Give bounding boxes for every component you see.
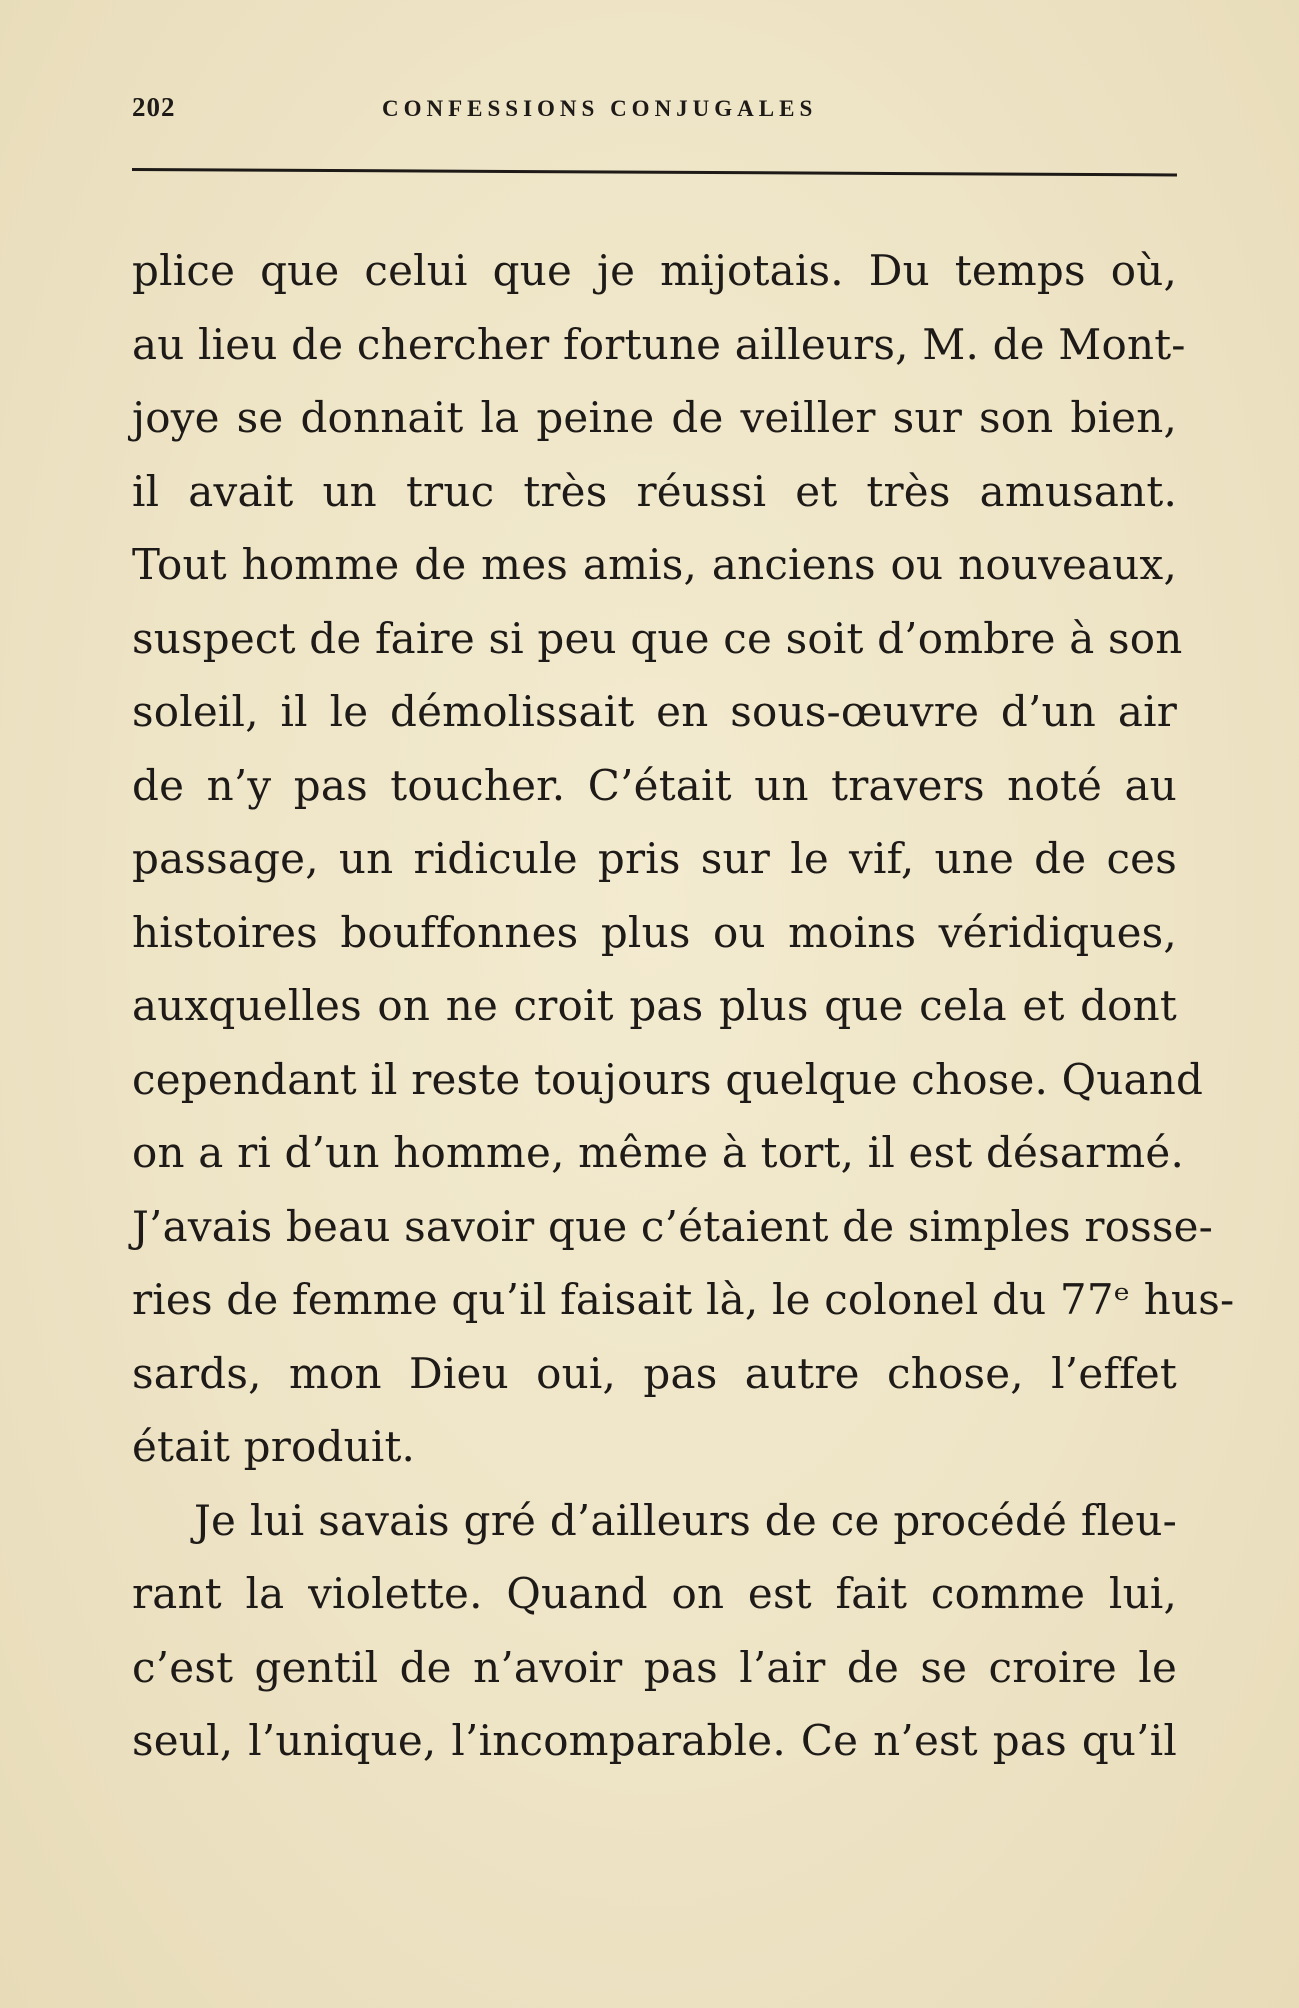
text-line: auxquelles on ne croit pas plus que cela et dont <box>132 981 1177 1030</box>
text-line: joye se donnait la peine de veiller sur son bien, <box>132 393 1177 442</box>
running-head <box>132 92 1172 132</box>
text-line: au lieu de chercher fortune ailleurs, M. de Mont- <box>132 319 1186 369</box>
text-line: plice que celui que je mijotais. Du temps où, <box>132 246 1177 295</box>
paragraph-last-line: était produit. <box>132 1422 416 1471</box>
body-text <box>132 234 1235 1778</box>
text-line: suspect de faire si peu que ce soit d’ombre à son <box>132 613 1183 663</box>
text-line: seul, l’unique, l’incomparable. Ce n’est pas qu’il <box>132 1716 1177 1765</box>
text-line: Tout homme de mes amis, anciens ou nouveaux, <box>132 540 1177 589</box>
page-number: 202 <box>132 92 176 122</box>
text-line: ries de femme qu’il faisait là, le colonel du 77ᵉ hus- <box>132 1275 1235 1324</box>
paragraph-first-line: Je lui savais gré d’ailleurs de ce procédé fleu- <box>194 1495 1177 1545</box>
text-line: on a ri d’un homme, même à tort, il est désarmé. <box>132 1128 1184 1177</box>
text-line: rant la violette. Quand on est fait comme lui, <box>132 1569 1177 1618</box>
text-line: passage, un ridicule pris sur le vif, une de ces <box>132 834 1177 883</box>
header-rule <box>132 168 1177 176</box>
text-line: histoires bouffonnes plus ou moins véridiques, <box>132 907 1177 957</box>
running-title: CONFESSIONS CONJUGALES <box>382 96 818 121</box>
text-line: il avait un truc très réussi et très amusant. <box>132 466 1177 516</box>
text-line: de n’y pas toucher. C’était un travers noté au <box>132 760 1177 810</box>
text-line: soleil, il le démolissait en sous-œuvre d’un air <box>132 687 1177 736</box>
text-line: c’est gentil de n’avoir pas l’air de se croire le <box>132 1642 1177 1692</box>
text-line: cependant il reste toujours quelque chose. Quand <box>132 1054 1204 1104</box>
text-line: sards, mon Dieu oui, pas autre chose, l’effet <box>132 1348 1177 1398</box>
text-line: J’avais beau savoir que c’étaient de simples rosse- <box>132 1201 1214 1251</box>
